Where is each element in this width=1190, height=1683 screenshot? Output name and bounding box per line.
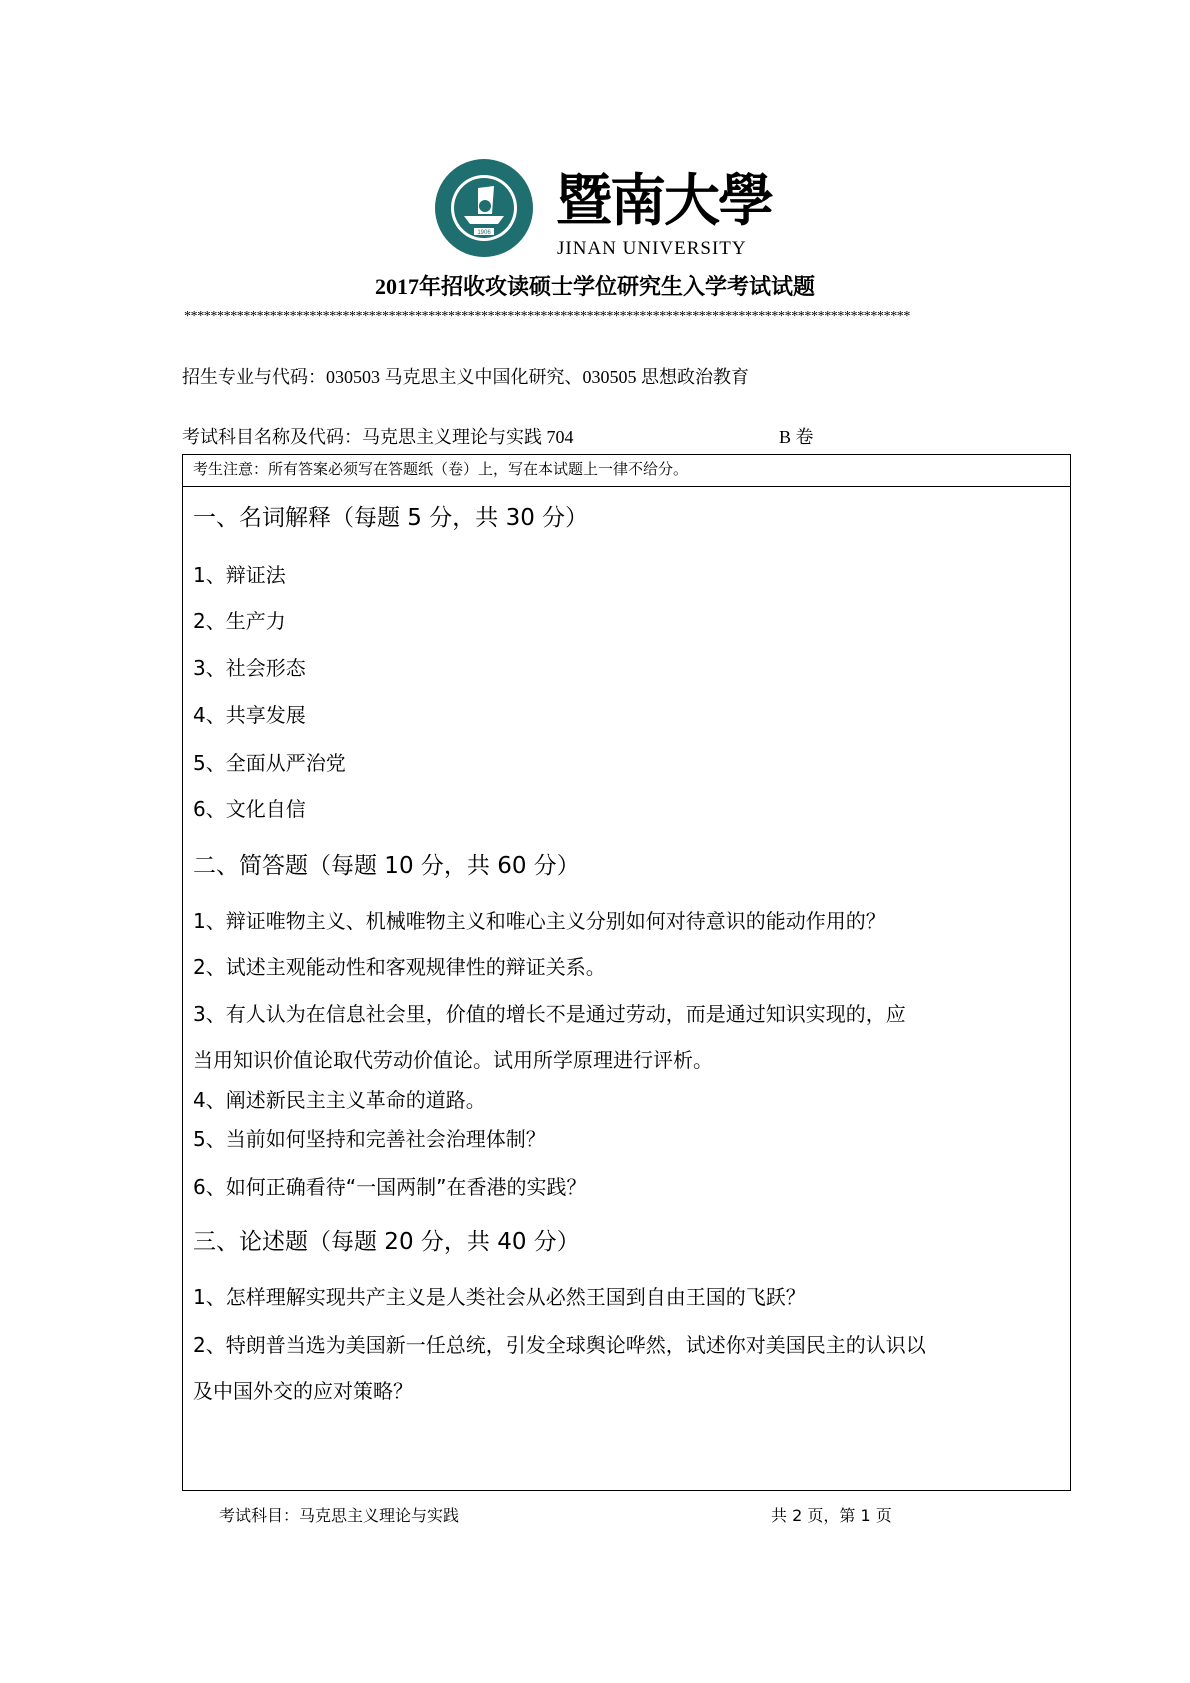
- section-heading-1: 一、名词解释（每题 5 分，共 30 分）: [193, 505, 589, 531]
- question-item: 1、辩证唯物主义、机械唯物主义和唯心主义分别如何对待意识的能动作用的？: [193, 909, 886, 933]
- question-item: 1、怎样理解实现共产主义是人类社会从必然王国到自由王国的飞跃？: [193, 1285, 806, 1309]
- university-name-chinese: 暨南大學: [556, 168, 772, 234]
- notice-divider: [183, 486, 1070, 487]
- exam-title: 2017年招收攻读硕士学位研究生入学考试试题: [374, 274, 815, 299]
- footer-subject: 考试科目：马克思主义理论与实践: [219, 1506, 460, 1525]
- question-item: 5、全面从严治党: [193, 751, 346, 775]
- major-code: 招生专业与代码：030503 马克思主义中国化研究、030505 思想政治教育: [182, 367, 749, 387]
- section-heading-3: 三、论述题（每题 20 分，共 40 分）: [193, 1229, 580, 1255]
- question-item: 2、试述主观能动性和客观规律性的辩证关系。: [193, 955, 606, 979]
- svg-text:1906: 1906: [477, 230, 491, 236]
- university-seal-logo: [434, 158, 534, 258]
- question-item: 当用知识价值论取代劳动价值论。试用所学原理进行评析。: [193, 1048, 713, 1072]
- star-divider: **************************************************************************************************************: [184, 309, 911, 324]
- subject-code: 考试科目名称及代码：马克思主义理论与实践 704: [182, 427, 574, 447]
- question-item: 6、文化自信: [193, 797, 306, 821]
- question-item: 4、共享发展: [193, 703, 306, 727]
- question-item: 6、如何正确看待“一国两制”在香港的实践？: [193, 1175, 587, 1199]
- university-name-english: JINAN UNIVERSITY: [557, 238, 747, 259]
- question-item: 5、当前如何坚持和完善社会治理体制？: [193, 1127, 546, 1151]
- question-item: 1、辩证法: [193, 563, 286, 587]
- question-item: 3、有人认为在信息社会里，价值的增长不是通过劳动，而是通过知识实现的，应: [193, 1002, 906, 1026]
- paper-version: B 卷: [779, 427, 814, 447]
- footer-page-number: 共 2 页，第 1 页: [771, 1506, 892, 1525]
- question-item: 及中国外交的应对策略？: [193, 1379, 413, 1403]
- question-item: 2、生产力: [193, 609, 286, 633]
- question-item: 3、社会形态: [193, 656, 306, 680]
- notice-text: 考生注意：所有答案必须写在答题纸（卷）上，写在本试题上一律不给分。: [193, 462, 689, 478]
- question-item: 2、特朗普当选为美国新一任总统，引发全球舆论哗然，试述你对美国民主的认识以: [193, 1333, 926, 1357]
- section-heading-2: 二、简答题（每题 10 分，共 60 分）: [193, 853, 580, 879]
- question-item: 4、阐述新民主主义革命的道路。: [193, 1088, 486, 1112]
